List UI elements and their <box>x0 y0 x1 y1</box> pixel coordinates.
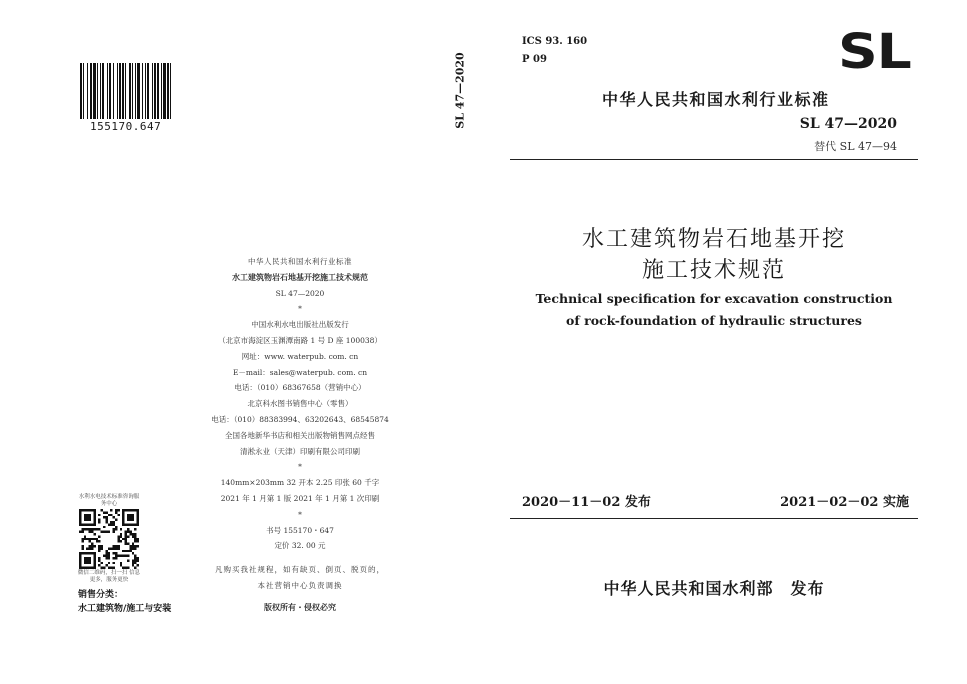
barcode-bar <box>125 63 126 119</box>
qr-module <box>117 509 119 511</box>
qr-module <box>79 531 81 533</box>
header-rule <box>510 159 918 160</box>
ics-code: ICS 93. 160 <box>522 36 588 47</box>
barcode-bar <box>119 63 121 119</box>
qr-module <box>113 557 115 559</box>
barcode-bar <box>102 63 104 119</box>
qr-module <box>125 531 127 533</box>
qr-module <box>108 547 110 549</box>
qr-module <box>125 555 127 557</box>
sales-category: 水工建筑物/施工与安装 <box>78 604 172 614</box>
qr-module <box>81 547 83 549</box>
qr-module <box>108 552 110 554</box>
barcode-bar <box>93 63 96 119</box>
qr-module <box>137 564 139 566</box>
qr-module <box>132 535 134 537</box>
qr-module <box>120 540 122 542</box>
qr-module <box>127 567 129 569</box>
qr-module <box>132 564 134 566</box>
qr-module <box>122 538 124 540</box>
qr-module <box>134 555 136 557</box>
qr-module <box>127 550 129 552</box>
barcode-number: 155170.647 <box>90 120 162 133</box>
barcode-bar <box>83 63 84 119</box>
qr-module <box>122 567 124 569</box>
qr-module <box>103 516 105 518</box>
qr-module <box>125 567 127 569</box>
qr-module <box>84 528 86 530</box>
qr-module <box>105 516 107 518</box>
qr-module <box>108 531 110 533</box>
qr-module <box>101 545 103 547</box>
qr-module <box>134 535 136 537</box>
qr-module <box>91 547 93 549</box>
qr-module <box>84 535 86 537</box>
barcode-bars <box>80 63 200 119</box>
issue-date: 2020－11－02 发布 <box>522 495 651 510</box>
qr-module <box>110 521 112 523</box>
qr-module <box>91 545 93 547</box>
qr-module <box>117 545 119 547</box>
qr-module <box>137 557 139 559</box>
qr-module <box>113 562 115 564</box>
qr-module <box>101 567 103 569</box>
barcode-bar <box>170 63 171 119</box>
imprint-address: （北京市海淀区玉渊潭南路 1 号 D 座 100038） <box>218 335 382 345</box>
qr-module <box>115 557 117 559</box>
qr-module <box>105 552 107 554</box>
qr-module <box>96 540 98 542</box>
qr-module <box>89 540 91 542</box>
qr-module <box>91 538 93 540</box>
qr-module <box>113 547 115 549</box>
qr-module <box>129 550 131 552</box>
imprint-price: 定价 32. 00 元 <box>274 541 326 551</box>
barcode-bar <box>122 63 124 119</box>
imprint-notice: 凡购买我社规程，如有缺页、倒页、脱页的， <box>215 565 385 575</box>
barcode-bar <box>157 63 159 119</box>
qr-module <box>98 550 100 552</box>
qr-module <box>101 547 103 549</box>
qr-module <box>117 538 119 540</box>
imprint-website: 网址：www. waterpub. com. cn <box>241 351 359 361</box>
qr-module <box>132 533 134 535</box>
qr-module <box>117 514 119 516</box>
qr-module <box>110 514 112 516</box>
imprint-copyright: 版权所有・侵权必究 <box>264 602 336 612</box>
qr-module <box>113 545 115 547</box>
qr-module <box>117 535 119 537</box>
qr-module <box>105 521 107 523</box>
qr-module <box>98 545 100 547</box>
qr-module <box>120 535 122 537</box>
imprint-publisher: 中国水利水电出版社出版发行 <box>251 320 349 330</box>
qr-module <box>137 538 139 540</box>
title-cn-line1: 水工建筑物岩石地基开挖 <box>581 227 846 252</box>
qr-module <box>96 538 98 540</box>
qr-module <box>127 555 129 557</box>
qr-module <box>113 523 115 525</box>
qr-module <box>105 550 107 552</box>
qr-module <box>93 538 95 540</box>
qr-module <box>93 528 95 530</box>
qr-module <box>125 538 127 540</box>
qr-module <box>89 538 91 540</box>
qr-module <box>105 531 107 533</box>
qr-module <box>132 562 134 564</box>
qr-module <box>134 538 136 540</box>
qr-code-image <box>79 509 139 569</box>
qr-module <box>93 545 95 547</box>
qr-module <box>134 559 136 561</box>
qr-module <box>91 531 93 533</box>
qr-module <box>98 564 100 566</box>
qr-module <box>89 528 91 530</box>
imprint-separator: * <box>298 509 302 519</box>
barcode-bar <box>152 63 153 119</box>
qr-module <box>127 528 129 530</box>
qr-module <box>125 550 127 552</box>
qr-module <box>81 531 83 533</box>
replaces-standard: 替代 SL 47—94 <box>814 140 897 153</box>
qr-module <box>84 514 91 521</box>
barcode-bar <box>113 63 114 119</box>
qr-module <box>127 531 129 533</box>
qr-module <box>113 528 115 530</box>
qr-module <box>134 547 136 549</box>
qr-module <box>115 552 117 554</box>
qr-module <box>98 540 100 542</box>
imprint-phone-retail: 电话：（010）88383994、63202643、68545874 <box>211 414 389 424</box>
spine-code: SL 47—2020 <box>453 52 467 129</box>
qr-module <box>98 547 100 549</box>
qr-module <box>134 557 136 559</box>
barcode-bar <box>109 63 111 119</box>
qr-module <box>120 562 122 564</box>
qr-module <box>93 533 95 535</box>
qr-module <box>120 528 122 530</box>
qr-module <box>108 555 110 557</box>
qr-module <box>84 538 86 540</box>
qr-module <box>98 519 100 521</box>
qr-module <box>98 559 100 561</box>
barcode-bar <box>100 63 101 119</box>
barcode-bar <box>154 63 156 119</box>
qr-module <box>108 562 110 564</box>
qr-module <box>134 567 136 569</box>
qr-module <box>101 533 118 545</box>
qr-module <box>108 557 110 559</box>
imprint-block <box>182 254 418 616</box>
barcode-bar <box>132 63 133 119</box>
qr-module <box>89 531 91 533</box>
barcode-bar <box>80 63 82 119</box>
title-cn-line2: 施工技术规范 <box>641 258 786 283</box>
qr-module <box>86 538 88 540</box>
qr-module <box>113 567 115 569</box>
qr-top-caption: 水利水电技术标准咨询服务中心 <box>78 494 140 507</box>
title-en-line1: Technical specification for excavation construction <box>535 291 893 306</box>
qr-module <box>84 557 91 564</box>
qr-module <box>125 543 127 545</box>
qr-module <box>101 562 103 564</box>
qr-module <box>117 540 119 542</box>
qr-module <box>137 540 139 542</box>
qr-module <box>86 528 88 530</box>
issuing-authority: 中华人民共和国水利部 发布 <box>603 579 825 598</box>
qr-module <box>105 564 107 566</box>
footer-rule <box>510 518 918 519</box>
qr-module <box>113 521 115 523</box>
qr-module <box>115 555 117 557</box>
barcode-bar <box>97 63 98 119</box>
qr-module <box>120 533 122 535</box>
imprint-book-number: 书号 155170・647 <box>266 525 334 535</box>
barcode-bar <box>142 63 143 119</box>
qr-module <box>129 547 131 549</box>
qr-module <box>115 545 117 547</box>
qr-module <box>108 514 110 516</box>
barcode-bar <box>87 63 88 119</box>
qr-module <box>103 531 105 533</box>
barcode-bar <box>137 63 140 119</box>
imprint-format: 140mm×203mm 32 开本 2.25 印张 60 千字 <box>220 478 380 488</box>
qr-module <box>96 528 98 530</box>
qr-module <box>81 545 83 547</box>
classification-code: P 09 <box>522 54 547 65</box>
qr-module <box>132 545 134 547</box>
qr-module <box>115 526 117 528</box>
qr-module <box>98 528 100 530</box>
imprint-retail-center: 北京科水图书销售中心（零售） <box>247 399 353 409</box>
qr-module <box>125 533 127 535</box>
title-en-line2: of rock-foundation of hydraulic structures <box>566 313 862 328</box>
qr-module <box>132 559 134 561</box>
imprint-printer: 清淞永业（天津）印刷有限公司印刷 <box>240 446 360 456</box>
qr-code <box>79 509 139 569</box>
qr-bottom-caption: 微信二维码，扫一扫 信息更多，服务更快 <box>77 570 141 583</box>
qr-module <box>127 543 129 545</box>
qr-module <box>115 511 117 513</box>
qr-module <box>98 535 100 537</box>
qr-module <box>105 511 107 513</box>
qr-module <box>115 519 117 521</box>
barcode-bar <box>90 63 92 119</box>
qr-module <box>98 521 100 523</box>
imprint-separator: * <box>298 304 302 314</box>
sales-category-label: 销售分类： <box>78 590 124 600</box>
qr-module <box>110 523 112 525</box>
imprint-title: 水工建筑物岩石地基开挖施工技术规范 <box>232 272 368 282</box>
qr-module <box>117 555 119 557</box>
barcode-bar <box>129 63 131 119</box>
qr-module <box>129 533 131 535</box>
qr-module <box>127 535 129 537</box>
qr-module <box>103 526 105 528</box>
barcode-bar <box>161 63 162 119</box>
qr-module <box>110 567 112 569</box>
qr-module <box>108 523 110 525</box>
qr-module <box>98 557 100 559</box>
qr-module <box>89 545 91 547</box>
qr-module <box>132 547 134 549</box>
qr-module <box>86 547 88 549</box>
qr-module <box>129 531 131 533</box>
imprint-notice-2: 本社营销中心负责调换 <box>257 580 343 590</box>
qr-module <box>132 552 134 554</box>
qr-module <box>134 528 136 530</box>
qr-module <box>132 543 134 545</box>
implementation-date: 2021－02－02 实施 <box>780 495 909 510</box>
barcode-bar <box>107 63 108 119</box>
qr-module <box>134 562 136 564</box>
standard-type: 中华人民共和国水利行业标准 <box>602 90 830 109</box>
qr-module <box>137 559 139 561</box>
qr-module <box>113 516 115 518</box>
qr-module <box>129 545 131 547</box>
qr-module <box>101 509 103 511</box>
qr-module <box>134 545 136 547</box>
qr-module <box>127 514 134 521</box>
qr-module <box>127 559 129 561</box>
qr-module <box>103 567 105 569</box>
standard-code: SL 47—2020 <box>799 116 897 132</box>
sl-logo: SL <box>838 24 911 80</box>
qr-module <box>81 540 83 542</box>
qr-module <box>117 547 119 549</box>
qr-module <box>122 555 124 557</box>
barcode-bar <box>163 63 166 119</box>
qr-module <box>91 543 93 545</box>
qr-module <box>120 564 122 566</box>
qr-module <box>89 547 91 549</box>
qr-module <box>134 540 136 542</box>
qr-module <box>137 545 139 547</box>
barcode-bar <box>135 63 136 119</box>
imprint-email: E－mail：sales@waterpub. com. cn <box>232 367 368 377</box>
qr-module <box>134 533 136 535</box>
qr-module <box>105 519 107 521</box>
qr-module <box>113 552 115 554</box>
barcode-bar <box>145 63 146 119</box>
barcode-bar <box>167 63 169 119</box>
barcode-bar <box>117 63 118 119</box>
barcode-bar <box>147 63 149 119</box>
barcode <box>80 63 200 119</box>
qr-module <box>105 557 107 559</box>
qr-module <box>125 540 127 542</box>
qr-module <box>108 567 110 569</box>
qr-module <box>122 550 124 552</box>
qr-module <box>98 514 100 516</box>
imprint-edition: 2021 年 1 月第 1 版 2021 年 1 月第 1 次印刷 <box>220 493 380 503</box>
qr-module <box>81 528 83 530</box>
imprint-code: SL 47—2020 <box>275 288 325 298</box>
qr-module <box>110 547 112 549</box>
imprint-standard-type: 中华人民共和国水利行业标准 <box>248 257 352 266</box>
qr-module <box>103 511 105 513</box>
qr-module <box>101 531 103 533</box>
imprint-phone-marketing: 电话：（010）68367658（营销中心） <box>234 383 366 393</box>
qr-module <box>115 528 117 530</box>
qr-module <box>113 531 115 533</box>
qr-module <box>110 509 112 511</box>
qr-module <box>105 555 107 557</box>
qr-module <box>120 555 122 557</box>
qr-module <box>103 555 105 557</box>
qr-module <box>81 538 83 540</box>
imprint-separator: * <box>298 462 302 472</box>
qr-module <box>91 528 93 530</box>
imprint-distribution: 全国各地新华书店和相关出版物销售网点经售 <box>225 430 375 440</box>
qr-module <box>115 509 117 511</box>
qr-module <box>115 547 117 549</box>
qr-module <box>125 535 127 537</box>
